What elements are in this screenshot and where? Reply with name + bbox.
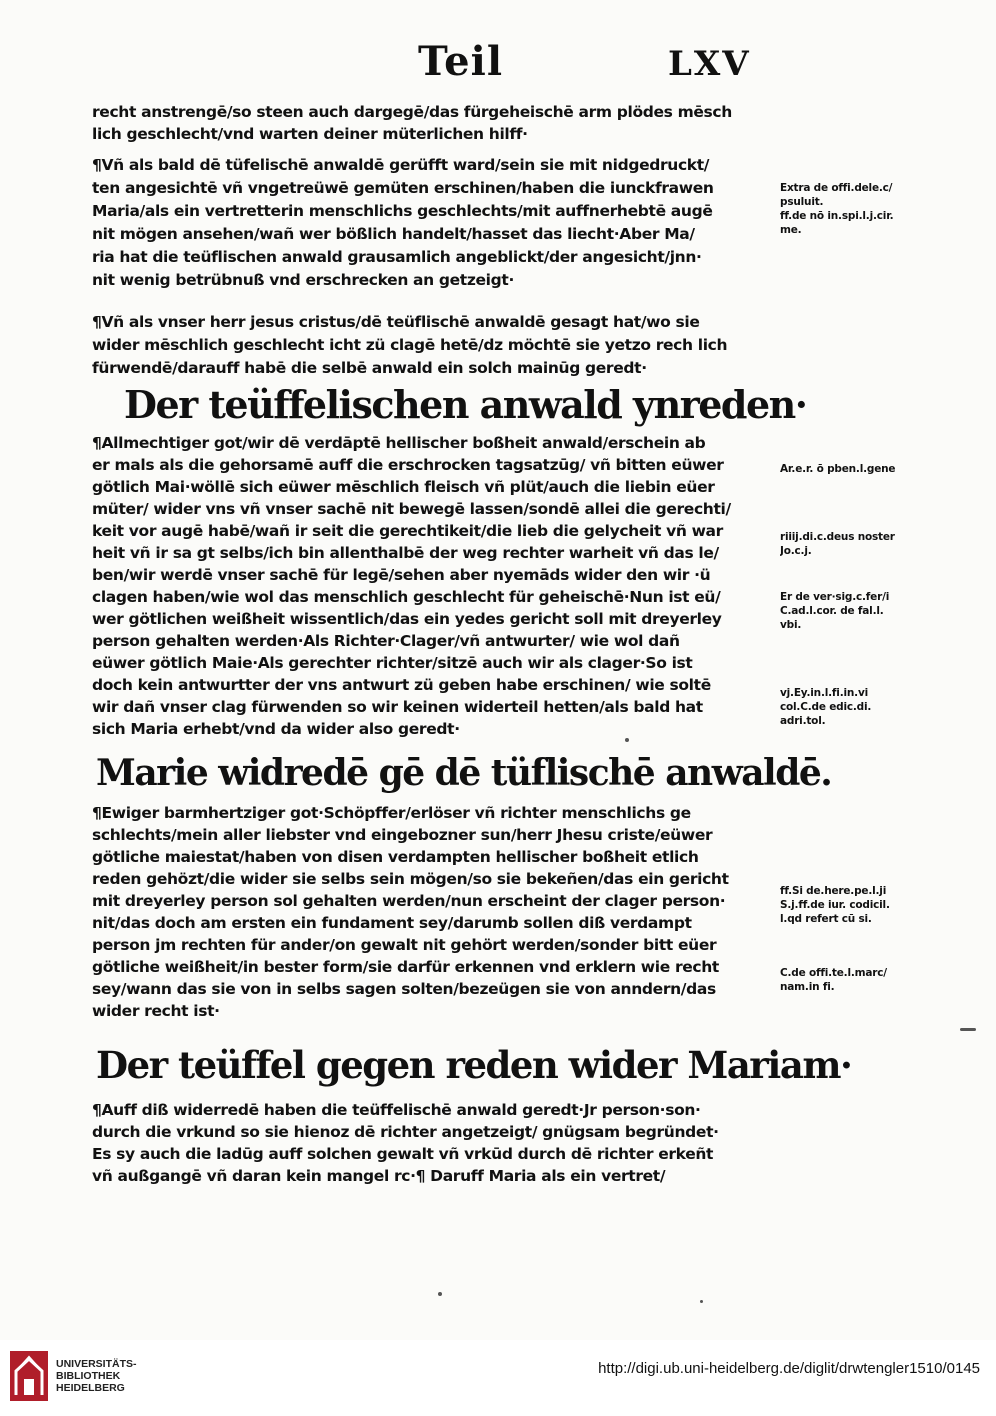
text-line: lich geschlecht/vnd warten deiner müterlichen hilff· <box>92 125 528 143</box>
text-line: reden gehözt/die wider sie selbs sein mögen/so sie bekeñen/das ein gericht <box>92 870 729 888</box>
margin-note-1 <box>780 181 930 237</box>
text-line: er mals als die gehorsamē auff die erschrocken tagsatzūg/ vñ bitten eüwer <box>92 456 724 474</box>
text-line: ¶Ewiger barmhertziger got·Schöpffer/erlöser vñ richter menschlichs ge <box>92 804 691 822</box>
text-line: wider mēschlich geschlecht icht zü clagē hetē/dz möchtē sie yetzo rech lich <box>92 336 728 354</box>
text-line: ria hat die teüflischen anwald grausamlich angeblickt/der angesicht/jnn· <box>92 248 702 266</box>
text-line: nit wenig betrübnuß vnd erschrecken an getzeigt· <box>92 271 514 289</box>
margin-note-7 <box>780 966 930 994</box>
margin-line: Ar.e.r. ō pben.l.gene <box>780 463 896 475</box>
margin-note-5 <box>780 686 930 728</box>
margin-line: ff.de nō in.spi.l.j.cir. <box>780 210 894 222</box>
text-line: wir dañ vnser clag fürwenden so wir keinen widerteil hetten/als bald hat <box>92 698 703 716</box>
text-line: recht anstrengē/so steen auch dargegē/das fürgeheischē arm plödes mēsch <box>92 103 732 121</box>
text-line: clagen haben/wie wol das menschlich geschlecht für geheischē·Nun ist eü/ <box>92 588 721 606</box>
section-heading-1: Der teüffelischen anwald ynreden· <box>124 382 807 427</box>
margin-line: C.de offi.te.l.marc/ <box>780 967 887 979</box>
ink-speck <box>625 738 629 742</box>
page-folio-number: LXV <box>668 44 751 84</box>
margin-line: me. <box>780 224 802 236</box>
text-line: götlich Mai·wöllē sich eüwer mēschlich fleisch vñ plüt/auch die liebin eüer <box>92 478 715 496</box>
margin-line: psuluit. <box>780 196 824 208</box>
margin-note-4 <box>780 590 930 632</box>
text-line: doch kein antwurtter der vns antwurt zü geben habe erschinen/ wie soltē <box>92 676 711 694</box>
text-line: person gehalten werden·Als Richter·Clager/vñ antwurter/ wie wol dañ <box>92 632 680 650</box>
margin-line: S.j.ff.de iur. codicil. <box>780 899 890 911</box>
library-name <box>56 1358 137 1394</box>
text-line: ¶Allmechtiger got/wir dē verdāptē hellischer boßheit anwald/erschein ab <box>92 434 706 452</box>
margin-note-6 <box>780 884 930 926</box>
margin-note-2 <box>780 462 930 476</box>
text-line: ¶Vñ als vnser herr jesus cristus/dē teüflischē anwaldē gesagt hat/wo sie <box>92 313 700 331</box>
margin-line: C.ad.l.cor. de fal.l. <box>780 605 884 617</box>
university-library-logo-icon <box>10 1351 48 1401</box>
text-line: keit vor augē habē/wañ ir seit die gerechtikeit/die lieb die gelycheit vñ war <box>92 522 723 540</box>
text-line: götliche maiestat/haben von disen verdampten hellischer boßheit etlich <box>92 848 699 866</box>
ink-speck <box>960 1028 976 1031</box>
margin-line: col.C.de edic.di. <box>780 701 872 713</box>
text-line: mit dreyerley person sol gehalten werden/nun erscheint der clager person· <box>92 892 726 910</box>
text-line: vñ außgangē vñ daran kein mangel rc·¶ Daruff Maria als ein vertret/ <box>92 1167 666 1185</box>
margin-line: vj.Ey.in.l.fi.in.vi <box>780 687 868 699</box>
text-line: sey/wann das sie von in selbs sagen solten/bezeügen sie von anndern/das <box>92 980 716 998</box>
text-line: ¶Vñ als bald dē tüfelischē anwaldē gerüfft ward/sein sie mit nidgedruckt/ <box>92 156 710 174</box>
margin-line: nam.in fi. <box>780 981 835 993</box>
text-line: ben/wir werdē vnser sachē für legē/sehen aber nyemāds wider den wir ·ü <box>92 566 711 584</box>
ink-speck <box>438 1292 442 1296</box>
text-line: eüwer götlich Maie·Als gerechter richter/sitzē auch wir als clager·So ist <box>92 654 693 672</box>
text-line: wider recht ist· <box>92 1002 220 1020</box>
margin-line: adri.tol. <box>780 715 826 727</box>
text-line: müter/ wider vns vñ vnser sachē nit bewegē lassen/sondē allei die gerechti/ <box>92 500 731 518</box>
ink-speck <box>700 1300 703 1303</box>
text-line: schlechts/mein aller liebster vnd eingebozner sun/herr Jhesu criste/eüwer <box>92 826 713 844</box>
source-url[interactable]: http://digi.ub.uni-heidelberg.de/diglit/drwtengler1510/0145 <box>598 1360 980 1377</box>
margin-line: vbi. <box>780 619 802 631</box>
text-line: Maria/als ein vertretterin menschlichs geschlechts/mit auffnerhebtē augē <box>92 202 713 220</box>
library-name-line: HEIDELBERG <box>56 1382 125 1394</box>
library-name-line: UNIVERSITÄTS- <box>56 1358 137 1370</box>
margin-line: Extra de offi.dele.c/ <box>780 182 893 194</box>
margin-note-3 <box>780 530 930 558</box>
text-line: durch die vrkund so sie hienoz dē richter angetzeigt/ gnügsam begründet· <box>92 1123 719 1141</box>
text-line: fürwendē/darauff habē die selbē anwald ein solch mainūg geredt· <box>92 359 647 377</box>
text-line: sich Maria erhebt/vnd da wider also geredt· <box>92 720 460 738</box>
text-line: ten angesichtē vñ vngetreüwē gemüten erschinen/haben die iunckfrawen <box>92 179 714 197</box>
text-line: götliche weißheit/in bester form/sie darfür erkennen vnd erklern wie recht <box>92 958 719 976</box>
text-line: wer götlichen weißheit wissentlich/das ein yedes gericht soll mit dreyerley <box>92 610 722 628</box>
footer-bar <box>0 1340 996 1416</box>
section-heading-2: Marie widredē gē dē tüflischē anwaldē. <box>96 752 832 794</box>
library-name-line: BIBLIOTHEK <box>56 1370 121 1382</box>
section-heading-3: Der teüffel gegen reden wider Mariam· <box>96 1043 852 1087</box>
margin-line: Jo.c.j. <box>780 545 812 557</box>
text-line: Es sy auch die ladūg auff solchen gewalt vñ vrkūd durch dē richter erkeñt <box>92 1145 714 1163</box>
page-header-title: Teil <box>418 38 504 85</box>
margin-line: l.qd refert cū si. <box>780 913 872 925</box>
text-line: nit/das doch am ersten ein fundament sey/darumb sollen diß verdampt <box>92 914 692 932</box>
margin-line: riiij.di.c.deus noster <box>780 531 895 543</box>
margin-line: ff.Si de.here.pe.l.ji <box>780 885 887 897</box>
text-line: heit vñ ir sa gt selbs/ich bin allenthalbē der weg rechter warheit vñ das le/ <box>92 544 719 562</box>
text-line: person jm rechten für ander/on gewalt nit gehört werden/sonder bitt eüer <box>92 936 717 954</box>
margin-line: Er de ver·sig.c.fer/i <box>780 591 890 603</box>
text-line: ¶Auff diß widerredē haben die teüffelischē anwald geredt·Jr person·son· <box>92 1101 701 1119</box>
text-line: nit mögen ansehen/wañ wer bößlich handelt/hasset das liecht·Aber Ma/ <box>92 225 695 243</box>
